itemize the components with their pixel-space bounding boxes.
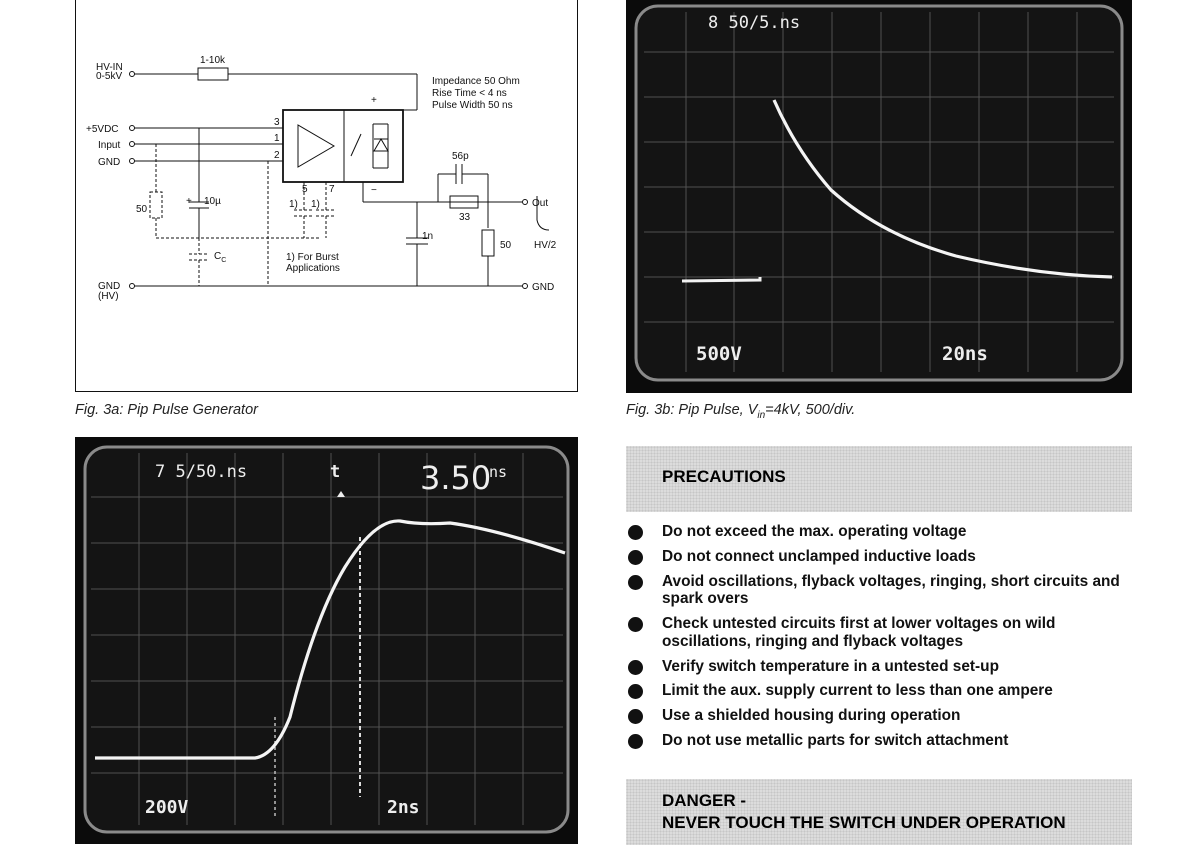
list-item: Do not use metallic parts for switch attachment	[628, 732, 1138, 750]
scope-fig3c-volts: 200V	[145, 797, 189, 818]
scope-fig3c-top-readout: 7 5/50.ns	[155, 462, 248, 482]
label-pin5: 5	[302, 184, 308, 195]
label-cap-plus: +	[186, 196, 192, 207]
label-impedance: Impedance 50 Ohm	[432, 76, 520, 87]
scope-fig3b-time: 20ns	[942, 343, 988, 365]
label-gnd-hv: GND	[98, 281, 121, 292]
list-item: Verify switch temperature in a untested set-up	[628, 658, 1138, 676]
label-r50-load: 50	[500, 240, 512, 251]
danger-text	[662, 790, 1066, 834]
schematic-panel	[75, 0, 578, 392]
bullet-icon	[628, 660, 643, 675]
list-item: Limit the aux. supply current to less than one ampere	[628, 682, 1138, 700]
label-pin2: 2	[274, 150, 280, 161]
bullet-icon	[628, 617, 643, 632]
label-plus5v: +5VDC	[86, 124, 119, 135]
label-r-series: 1-10k	[200, 55, 226, 66]
scope-fig3c-screen	[75, 437, 578, 844]
label-note-1a: 1)	[289, 199, 298, 210]
label-rise-time: Rise Time < 4 ns	[432, 88, 507, 99]
danger-line2: NEVER TOUCH THE SWITCH UNDER OPERATION	[662, 813, 1066, 832]
scope-fig3c-time: 2ns	[387, 797, 420, 818]
label-input: Input	[98, 140, 121, 151]
label-gnd-hv-sub: (HV)	[98, 291, 119, 302]
label-burst-1: 1) For Burst	[286, 252, 339, 263]
danger-box	[626, 779, 1132, 845]
list-item: Avoid oscillations, flyback voltages, ringing, short circuits and spark overs	[628, 573, 1138, 608]
label-pin7: 7	[329, 184, 335, 195]
pip-pulse-generator-schematic	[76, 0, 579, 392]
label-out: Out	[532, 198, 549, 209]
label-r33: 33	[459, 212, 471, 223]
list-item: Do not exceed the max. operating voltage	[628, 523, 1138, 541]
scope-fig3b	[626, 0, 1132, 393]
list-item: Use a shielded housing during operation	[628, 707, 1138, 725]
label-pin1: 1	[274, 133, 280, 144]
label-c56p: 56p	[452, 151, 469, 162]
fig3a-caption: Fig. 3a: Pip Pulse Generator	[75, 402, 258, 418]
precautions-title: PRECAUTIONS	[662, 467, 786, 486]
label-minus: −	[371, 185, 377, 196]
scope-fig3b-screen	[626, 0, 1132, 393]
label-gnd-out: GND	[532, 282, 555, 293]
scope-fig3b-top-readout: 8 50/5.ns	[708, 13, 801, 33]
list-item: Check untested circuits first at lower voltages on wild oscillations, ringing and flyback voltages	[628, 615, 1138, 650]
label-c1n: 1n	[422, 231, 434, 242]
bullet-icon	[628, 734, 643, 749]
label-c10u: 10µ	[204, 196, 221, 207]
label-gnd: GND	[98, 157, 121, 168]
bullet-icon	[628, 575, 643, 590]
scope-fig3c-cursor-label: t	[330, 462, 341, 482]
precautions-list	[628, 523, 1138, 757]
scope-fig3c-readout-unit: ns	[489, 463, 508, 481]
label-pin3: 3	[274, 117, 280, 128]
danger-line1: DANGER -	[662, 791, 747, 810]
label-hv2: HV/2	[534, 240, 557, 251]
label-hv-in: HV-IN	[96, 62, 123, 73]
bullet-icon	[628, 684, 643, 699]
bullet-icon	[628, 525, 643, 540]
label-burst-2: Applications	[286, 263, 340, 274]
scope-fig3c-readout: 3.50	[420, 459, 492, 497]
list-item: Do not connect unclamped inductive loads	[628, 548, 1138, 566]
label-cc: $C_C$	[214, 251, 227, 264]
fig3b-caption: Fig. 3b: Pip Pulse, $V_{in}=4kV$, 500/div.	[626, 402, 856, 421]
label-hv-range: 0-5kV	[96, 71, 123, 82]
scope-fig3c	[75, 437, 578, 844]
label-pulse-width: Pulse Width 50 ns	[432, 100, 513, 111]
precautions-header	[626, 446, 1132, 512]
label-r50-in: 50	[136, 204, 148, 215]
label-plus: +	[371, 95, 377, 106]
scope-fig3b-volts: 500V	[696, 343, 742, 365]
bullet-icon	[628, 709, 643, 724]
label-note-1b: 1)	[311, 199, 320, 210]
bullet-icon	[628, 550, 643, 565]
